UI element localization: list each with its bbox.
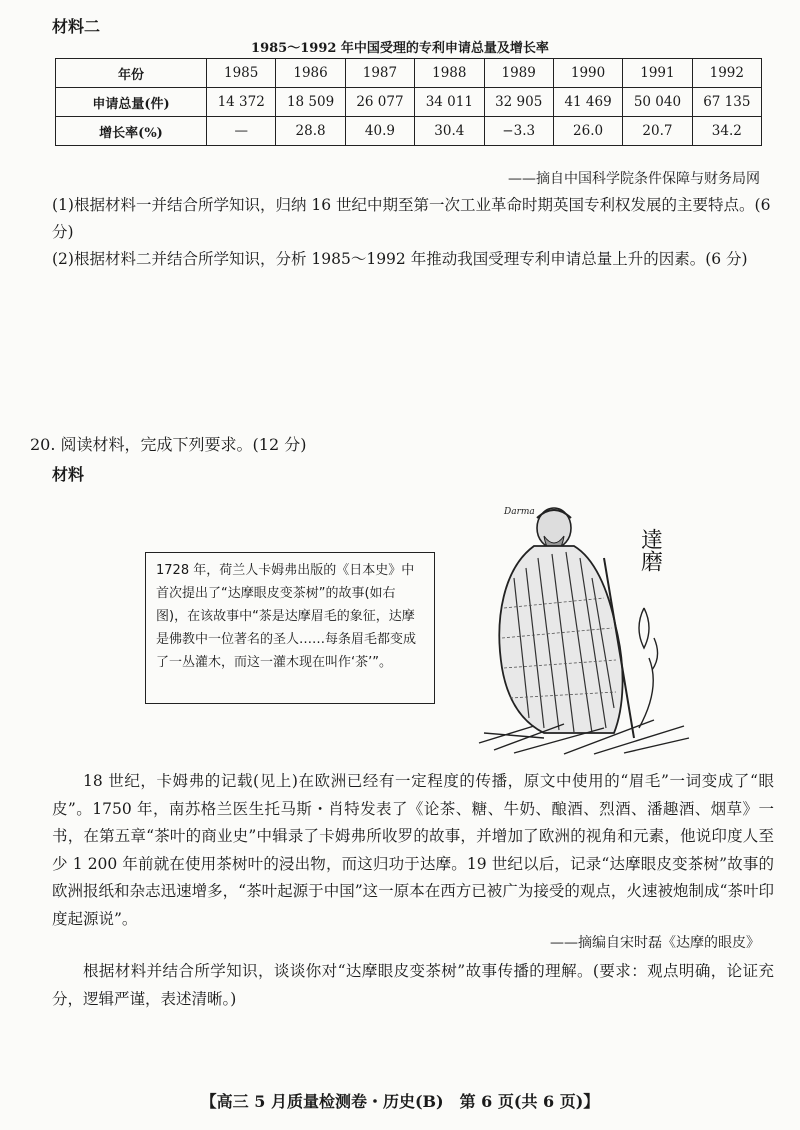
darma-figure-svg — [474, 488, 694, 760]
material-label: 材料二 — [52, 17, 101, 36]
year-cell: 1987 — [345, 59, 414, 88]
material-paragraph: 18 世纪，卡姆弗的记载(见上)在欧洲已经有一定程度的传播，原文中使用的“眉毛”一词变成了“眼皮”。1750 年，南苏格兰医生托马斯・肖特发表了《论茶、糖、牛奶、酿酒、烈酒、潘趣酒、烟草》一书，在第五章“茶叶的商业史”中辑录了卡姆弗所收罗的故事，并增加了欧洲的视角和元素，他说印度人至少 1 200 年前就在使用茶树叶的浸出物，而这归功于达摩。19 世纪以后，记录“达摩眼皮变茶树”故事的欧洲报纸和杂志迅速增多，“茶叶起源于中国”这一原本在西方已被广为接受的观点，火速被炮制成“茶叶印度起源说”。 — [52, 772, 774, 928]
total-cell: 32 905 — [484, 88, 553, 117]
growth-cell: — — [207, 117, 276, 146]
growth-cell: 30.4 — [415, 117, 484, 146]
table-row-total — [56, 88, 762, 117]
row-header-total: 申请总量(件) — [56, 88, 207, 117]
growth-cell: 20.7 — [623, 117, 692, 146]
total-cell: 14 372 — [207, 88, 276, 117]
quote-box: 1728 年，荷兰人卡姆弗出版的《日本史》中首次提出了“达摩眼皮变茶树”的故事(如右图)，在该故事中“茶是达摩眉毛的象征，达摩是佛教中一位著名的圣人……每条眉毛都变成了一丛灌木，而这一灌木现在叫作‘茶’”。 — [145, 552, 435, 704]
total-cell: 50 040 — [623, 88, 692, 117]
figure-caption: Darma — [504, 507, 535, 517]
growth-cell: −3.3 — [484, 117, 553, 146]
total-cell: 67 135 — [692, 88, 761, 117]
total-cell: 41 469 — [553, 88, 622, 117]
question-2: (2)根据材料二并结合所学知识，分析 1985～1992 年推动我国受理专利申请总量上升的因素。(6 分) — [52, 250, 748, 268]
year-cell: 1985 — [207, 59, 276, 88]
material-source: ——摘编自宋时磊《达摩的眼皮》 — [550, 935, 760, 951]
total-cell: 34 011 — [415, 88, 484, 117]
year-cell: 1991 — [623, 59, 692, 88]
row-header-year: 年份 — [56, 59, 207, 88]
material-label-20: 材料 — [52, 465, 85, 484]
question-20-heading: 20. 阅读材料，完成下列要求。(12 分) — [30, 435, 307, 454]
table-row-year — [56, 59, 762, 88]
year-cell: 1986 — [276, 59, 345, 88]
page-footer: 【高三 5 月质量检测卷・历史(B) 第 6 页(共 6 页)】 — [200, 1092, 600, 1111]
figure-robe — [499, 546, 622, 733]
total-cell: 18 509 — [276, 88, 345, 117]
table-source: ——摘自中国科学院条件保障与财务局网 — [508, 171, 760, 187]
figure-characters: 達磨 — [637, 528, 663, 572]
table-row-growth — [56, 117, 762, 146]
total-cell: 26 077 — [345, 88, 414, 117]
question-1: (1)根据材料一并结合所学知识，归纳 16 世纪中期至第一次工业革命时期英国专利权发展的主要特点。(6 分) — [52, 196, 771, 241]
tea-plant — [639, 608, 658, 728]
year-cell: 1990 — [553, 59, 622, 88]
growth-cell: 34.2 — [692, 117, 761, 146]
question-20-task: 根据材料并结合所学知识，谈谈你对“达摩眼皮变茶树”故事传播的理解。(要求：观点明确，论证充分，逻辑严谨，表述清晰。) — [52, 962, 774, 1008]
table-title: 1985～1992 年中国受理的专利申请总量及增长率 — [251, 41, 549, 56]
growth-cell: 26.0 — [553, 117, 622, 146]
year-cell: 1992 — [692, 59, 761, 88]
darma-illustration — [474, 488, 694, 760]
year-cell: 1989 — [484, 59, 553, 88]
growth-cell: 28.8 — [276, 117, 345, 146]
row-header-growth: 增长率(%) — [56, 117, 207, 146]
patent-table — [55, 58, 762, 146]
year-cell: 1988 — [415, 59, 484, 88]
growth-cell: 40.9 — [345, 117, 414, 146]
